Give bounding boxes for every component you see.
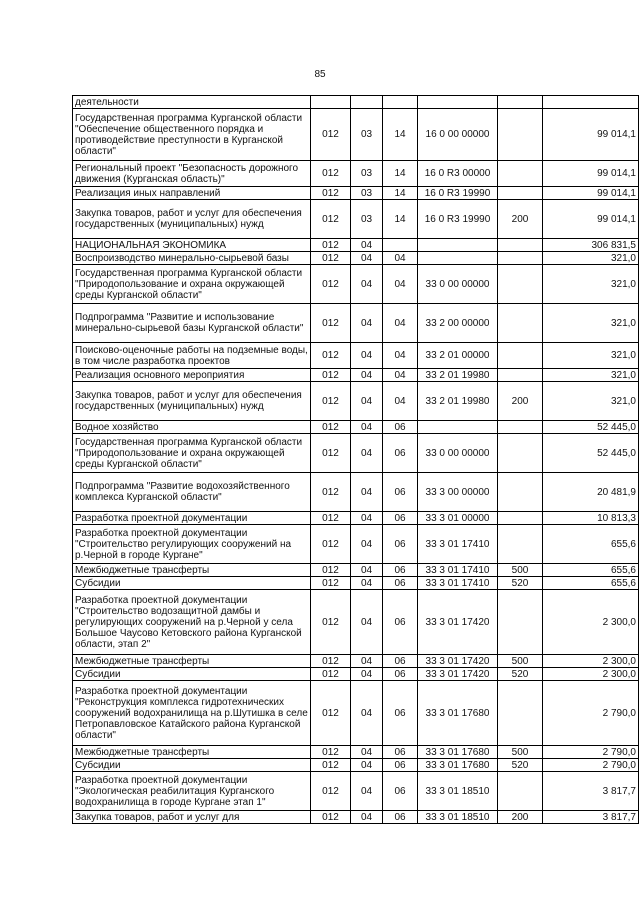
subsection-code-cell: 06 xyxy=(383,681,418,746)
row-name-cell: Субсидии xyxy=(73,759,311,772)
subsection-code-cell: 06 xyxy=(383,668,418,681)
expense-type-cell: 520 xyxy=(498,668,543,681)
table-row xyxy=(73,239,639,252)
section-code-cell: 04 xyxy=(351,304,383,343)
table-row xyxy=(73,811,639,824)
section-code-cell: 04 xyxy=(351,239,383,252)
target-article-cell: 33 3 01 17420 xyxy=(418,655,498,668)
row-name-cell: Закупка товаров, работ и услуг для обеспечения государственных (муниципальных) нужд xyxy=(73,200,311,239)
row-name-cell: Закупка товаров, работ и услуг для xyxy=(73,811,311,824)
row-name-cell: Разработка проектной документации "Реконструкция комплекса гидротехнических сооружений водохранилища на р.Шутишка в селе Петропавловское Катайского района Курганской области" xyxy=(73,681,311,746)
row-name-cell: Разработка проектной документации "Строительство регулирующих сооружений на р.Черной в городе Кургане" xyxy=(73,525,311,564)
subsection-code-cell: 14 xyxy=(383,161,418,187)
subsection-code-cell: 06 xyxy=(383,512,418,525)
subsection-code-cell xyxy=(383,96,418,109)
table-row xyxy=(73,473,639,512)
section-code-cell: 04 xyxy=(351,369,383,382)
subsection-code-cell: 06 xyxy=(383,655,418,668)
expense-type-cell xyxy=(498,96,543,109)
ministry-code-cell: 012 xyxy=(311,161,351,187)
section-code-cell: 03 xyxy=(351,187,383,200)
expense-type-cell xyxy=(498,304,543,343)
ministry-code-cell: 012 xyxy=(311,811,351,824)
ministry-code-cell: 012 xyxy=(311,369,351,382)
amount-cell: 321,0 xyxy=(543,304,639,343)
subsection-code-cell: 06 xyxy=(383,772,418,811)
table-row xyxy=(73,746,639,759)
table-row xyxy=(73,187,639,200)
ministry-code-cell: 012 xyxy=(311,668,351,681)
amount-cell: 2 790,0 xyxy=(543,746,639,759)
section-code-cell: 04 xyxy=(351,382,383,421)
expense-type-cell xyxy=(498,512,543,525)
expense-type-cell xyxy=(498,421,543,434)
table-row xyxy=(73,512,639,525)
row-name-cell: Государственная программа Курганской области "Обеспечение общественного порядка и противодействие преступности в Курганской области" xyxy=(73,109,311,161)
target-article-cell: 33 3 01 18510 xyxy=(418,772,498,811)
amount-cell: 10 813,3 xyxy=(543,512,639,525)
table-row xyxy=(73,265,639,304)
ministry-code-cell: 012 xyxy=(311,759,351,772)
row-name-cell: Подпрограмма "Развитие водохозяйственного комплекса Курганской области" xyxy=(73,473,311,512)
section-code-cell: 04 xyxy=(351,811,383,824)
subsection-code-cell: 14 xyxy=(383,200,418,239)
row-name-cell: Межбюджетные трансферты xyxy=(73,655,311,668)
expense-type-cell xyxy=(498,239,543,252)
target-article-cell: 33 0 00 00000 xyxy=(418,265,498,304)
target-article-cell xyxy=(418,421,498,434)
expense-type-cell: 200 xyxy=(498,382,543,421)
subsection-code-cell: 14 xyxy=(383,109,418,161)
table-row xyxy=(73,525,639,564)
expense-type-cell: 500 xyxy=(498,746,543,759)
expense-type-cell xyxy=(498,434,543,473)
amount-cell: 2 790,0 xyxy=(543,759,639,772)
subsection-code-cell: 04 xyxy=(383,304,418,343)
expense-type-cell xyxy=(498,681,543,746)
table-row xyxy=(73,434,639,473)
expense-type-cell: 520 xyxy=(498,759,543,772)
table-row xyxy=(73,343,639,369)
ministry-code-cell: 012 xyxy=(311,187,351,200)
subsection-code-cell: 06 xyxy=(383,577,418,590)
section-code-cell: 04 xyxy=(351,434,383,473)
amount-cell: 321,0 xyxy=(543,343,639,369)
amount-cell: 99 014,1 xyxy=(543,109,639,161)
amount-cell: 321,0 xyxy=(543,252,639,265)
table-row xyxy=(73,161,639,187)
expense-type-cell xyxy=(498,369,543,382)
expense-type-cell: 500 xyxy=(498,655,543,668)
target-article-cell: 33 2 01 19980 xyxy=(418,369,498,382)
amount-cell xyxy=(543,96,639,109)
section-code-cell: 04 xyxy=(351,473,383,512)
ministry-code-cell: 012 xyxy=(311,772,351,811)
ministry-code-cell: 012 xyxy=(311,590,351,655)
section-code-cell xyxy=(351,96,383,109)
subsection-code-cell: 06 xyxy=(383,590,418,655)
expense-type-cell xyxy=(498,252,543,265)
expense-type-cell: 500 xyxy=(498,564,543,577)
section-code-cell: 03 xyxy=(351,109,383,161)
row-name-cell: Воспроизводство минерально-сырьевой базы xyxy=(73,252,311,265)
ministry-code-cell: 012 xyxy=(311,200,351,239)
row-name-cell: Субсидии xyxy=(73,668,311,681)
section-code-cell: 04 xyxy=(351,421,383,434)
table-row xyxy=(73,577,639,590)
amount-cell: 3 817,7 xyxy=(543,811,639,824)
table-row xyxy=(73,668,639,681)
target-article-cell: 33 0 00 00000 xyxy=(418,434,498,473)
amount-cell: 2 790,0 xyxy=(543,681,639,746)
amount-cell: 321,0 xyxy=(543,369,639,382)
ministry-code-cell: 012 xyxy=(311,343,351,369)
amount-cell: 321,0 xyxy=(543,382,639,421)
section-code-cell: 04 xyxy=(351,759,383,772)
section-code-cell: 04 xyxy=(351,343,383,369)
target-article-cell: 33 3 01 17680 xyxy=(418,681,498,746)
target-article-cell: 33 3 01 18510 xyxy=(418,811,498,824)
amount-cell: 99 014,1 xyxy=(543,187,639,200)
ministry-code-cell xyxy=(311,96,351,109)
table-row xyxy=(73,382,639,421)
row-name-cell: Разработка проектной документации xyxy=(73,512,311,525)
amount-cell: 655,6 xyxy=(543,525,639,564)
row-name-cell: Реализация иных направлений xyxy=(73,187,311,200)
target-article-cell: 16 0 R3 00000 xyxy=(418,161,498,187)
ministry-code-cell: 012 xyxy=(311,421,351,434)
ministry-code-cell: 012 xyxy=(311,109,351,161)
expense-type-cell xyxy=(498,265,543,304)
target-article-cell xyxy=(418,239,498,252)
row-name-cell: Реализация основного мероприятия xyxy=(73,369,311,382)
subsection-code-cell: 14 xyxy=(383,187,418,200)
subsection-code-cell: 06 xyxy=(383,746,418,759)
ministry-code-cell: 012 xyxy=(311,564,351,577)
subsection-code-cell: 06 xyxy=(383,421,418,434)
table-row xyxy=(73,590,639,655)
subsection-code-cell: 04 xyxy=(383,252,418,265)
target-article-cell: 33 3 01 17410 xyxy=(418,564,498,577)
row-name-cell: Межбюджетные трансферты xyxy=(73,746,311,759)
budget-table xyxy=(72,95,639,824)
row-name-cell: Государственная программа Курганской области "Природопользование и охрана окружающей среды Курганской области" xyxy=(73,434,311,473)
table-row xyxy=(73,759,639,772)
amount-cell: 2 300,0 xyxy=(543,655,639,668)
section-code-cell: 04 xyxy=(351,577,383,590)
table-row xyxy=(73,304,639,343)
table-row xyxy=(73,252,639,265)
subsection-code-cell: 04 xyxy=(383,343,418,369)
section-code-cell: 04 xyxy=(351,252,383,265)
row-name-cell: Подпрограмма "Развитие и использование минерально-сырьевой базы Курганской области" xyxy=(73,304,311,343)
table-row xyxy=(73,369,639,382)
section-code-cell: 04 xyxy=(351,772,383,811)
row-name-cell: НАЦИОНАЛЬНАЯ ЭКОНОМИКА xyxy=(73,239,311,252)
section-code-cell: 04 xyxy=(351,512,383,525)
ministry-code-cell: 012 xyxy=(311,382,351,421)
target-article-cell: 33 3 01 17680 xyxy=(418,759,498,772)
amount-cell: 99 014,1 xyxy=(543,200,639,239)
table-row xyxy=(73,200,639,239)
target-article-cell: 16 0 00 00000 xyxy=(418,109,498,161)
section-code-cell: 03 xyxy=(351,200,383,239)
row-name-cell: Субсидии xyxy=(73,577,311,590)
amount-cell: 52 445,0 xyxy=(543,421,639,434)
expense-type-cell xyxy=(498,772,543,811)
expense-type-cell xyxy=(498,525,543,564)
target-article-cell: 33 2 00 00000 xyxy=(418,304,498,343)
row-name-cell: Поисково-оценочные работы на подземные воды, в том числе разработка проектов xyxy=(73,343,311,369)
section-code-cell: 04 xyxy=(351,265,383,304)
target-article-cell: 33 3 01 17420 xyxy=(418,668,498,681)
row-name-cell: Государственная программа Курганской области "Природопользование и охрана окружающей среды Курганской области" xyxy=(73,265,311,304)
expense-type-cell xyxy=(498,343,543,369)
expense-type-cell: 200 xyxy=(498,200,543,239)
section-code-cell: 04 xyxy=(351,564,383,577)
amount-cell: 321,0 xyxy=(543,265,639,304)
row-name-cell: Разработка проектной документации "Строительство водозащитной дамбы и регулирующих сооружений на р.Черной у села Большое Чаусово Кетовского района Курганской области, этап 2" xyxy=(73,590,311,655)
target-article-cell: 33 2 01 00000 xyxy=(418,343,498,369)
target-article-cell xyxy=(418,96,498,109)
table-row xyxy=(73,772,639,811)
ministry-code-cell: 012 xyxy=(311,512,351,525)
ministry-code-cell: 012 xyxy=(311,304,351,343)
ministry-code-cell: 012 xyxy=(311,239,351,252)
ministry-code-cell: 012 xyxy=(311,265,351,304)
subsection-code-cell: 06 xyxy=(383,473,418,512)
target-article-cell xyxy=(418,252,498,265)
table-row xyxy=(73,109,639,161)
amount-cell: 655,6 xyxy=(543,577,639,590)
row-name-cell: Региональный проект "Безопасность дорожного движения (Курганская область)" xyxy=(73,161,311,187)
amount-cell: 655,6 xyxy=(543,564,639,577)
section-code-cell: 04 xyxy=(351,746,383,759)
page-number: 85 xyxy=(314,69,326,80)
budget-table-body xyxy=(73,96,639,824)
target-article-cell: 16 0 R3 19990 xyxy=(418,187,498,200)
expense-type-cell xyxy=(498,161,543,187)
section-code-cell: 04 xyxy=(351,668,383,681)
section-code-cell: 04 xyxy=(351,590,383,655)
ministry-code-cell: 012 xyxy=(311,434,351,473)
subsection-code-cell: 04 xyxy=(383,382,418,421)
ministry-code-cell: 012 xyxy=(311,525,351,564)
expense-type-cell xyxy=(498,187,543,200)
table-row xyxy=(73,564,639,577)
ministry-code-cell: 012 xyxy=(311,681,351,746)
expense-type-cell: 520 xyxy=(498,577,543,590)
target-article-cell: 33 2 01 19980 xyxy=(418,382,498,421)
expense-type-cell: 200 xyxy=(498,811,543,824)
amount-cell: 99 014,1 xyxy=(543,161,639,187)
target-article-cell: 33 3 01 17410 xyxy=(418,525,498,564)
subsection-code-cell xyxy=(383,239,418,252)
target-article-cell: 33 3 01 17410 xyxy=(418,577,498,590)
amount-cell: 52 445,0 xyxy=(543,434,639,473)
amount-cell: 306 831,5 xyxy=(543,239,639,252)
ministry-code-cell: 012 xyxy=(311,746,351,759)
row-name-cell: деятельности xyxy=(73,96,311,109)
section-code-cell: 04 xyxy=(351,655,383,668)
amount-cell: 2 300,0 xyxy=(543,668,639,681)
subsection-code-cell: 06 xyxy=(383,811,418,824)
expense-type-cell xyxy=(498,473,543,512)
target-article-cell: 33 3 01 17680 xyxy=(418,746,498,759)
ministry-code-cell: 012 xyxy=(311,655,351,668)
amount-cell: 3 817,7 xyxy=(543,772,639,811)
subsection-code-cell: 04 xyxy=(383,369,418,382)
row-name-cell: Закупка товаров, работ и услуг для обеспечения государственных (муниципальных) нужд xyxy=(73,382,311,421)
table-row xyxy=(73,655,639,668)
section-code-cell: 04 xyxy=(351,525,383,564)
row-name-cell: Межбюджетные трансферты xyxy=(73,564,311,577)
table-row xyxy=(73,421,639,434)
subsection-code-cell: 06 xyxy=(383,434,418,473)
table-row xyxy=(73,96,639,109)
expense-type-cell xyxy=(498,109,543,161)
subsection-code-cell: 04 xyxy=(383,265,418,304)
section-code-cell: 04 xyxy=(351,681,383,746)
expense-type-cell xyxy=(498,590,543,655)
target-article-cell: 33 3 01 17420 xyxy=(418,590,498,655)
target-article-cell: 16 0 R3 19990 xyxy=(418,200,498,239)
section-code-cell: 03 xyxy=(351,161,383,187)
amount-cell: 20 481,9 xyxy=(543,473,639,512)
ministry-code-cell: 012 xyxy=(311,252,351,265)
row-name-cell: Разработка проектной документации "Экологическая реабилитация Курганского водохранилища в городе Кургане этап 1" xyxy=(73,772,311,811)
subsection-code-cell: 06 xyxy=(383,525,418,564)
subsection-code-cell: 06 xyxy=(383,564,418,577)
target-article-cell: 33 3 01 00000 xyxy=(418,512,498,525)
ministry-code-cell: 012 xyxy=(311,577,351,590)
subsection-code-cell: 06 xyxy=(383,759,418,772)
amount-cell: 2 300,0 xyxy=(543,590,639,655)
ministry-code-cell: 012 xyxy=(311,473,351,512)
row-name-cell: Водное хозяйство xyxy=(73,421,311,434)
target-article-cell: 33 3 00 00000 xyxy=(418,473,498,512)
table-row xyxy=(73,681,639,746)
